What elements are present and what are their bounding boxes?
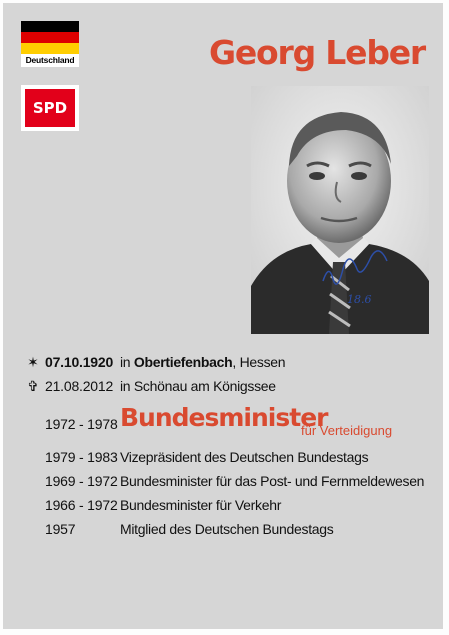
death-row — [3, 378, 443, 400]
portrait-illustration — [251, 86, 429, 334]
career-years: 1969 - 1972 — [45, 473, 118, 489]
career-subtitle: für Verteidigung — [301, 423, 393, 438]
birth-place-prefix: in — [120, 354, 131, 370]
career-years: 1979 - 1983 — [45, 449, 118, 465]
flag-stripe-black — [21, 21, 79, 32]
birth-star-icon: ✶ — [27, 354, 39, 370]
career-years: 1966 - 1972 — [45, 497, 118, 513]
death-cross-icon: ✞ — [27, 378, 39, 394]
birth-place-suffix: , Hessen — [232, 354, 286, 370]
flag-stripe-gold — [21, 43, 79, 54]
career-years: 1972 - 1978 — [45, 416, 118, 432]
birth-place-name: Obertiefenbach — [133, 354, 233, 370]
spd-logo — [21, 85, 79, 131]
career-row — [3, 449, 443, 471]
person-name: Georg Leber — [208, 33, 425, 72]
profile-card — [3, 3, 443, 629]
career-text: Bundesminister für das Post- und Fernmeldewesen — [120, 473, 425, 489]
portrait-photo — [251, 86, 429, 334]
career-text: Mitglied des Deutschen Bundestags — [120, 521, 334, 537]
career-text: Vizepräsident des Deutschen Bundestags — [120, 449, 369, 465]
germany-flag-icon — [21, 21, 79, 67]
death-place: in Schönau am Königssee — [120, 378, 276, 394]
career-row — [3, 497, 443, 519]
death-date: 21.08.2012 — [45, 378, 114, 394]
career-text: Bundesminister für Verkehr — [120, 497, 282, 513]
birth-place — [120, 354, 285, 370]
birth-date: 07.10.1920 — [45, 354, 114, 370]
signature-note: 18.6 — [347, 293, 372, 306]
career-years: 1957 — [45, 521, 76, 537]
career-title: Bundesminister — [120, 403, 328, 432]
career-row — [3, 473, 443, 495]
career-row — [3, 521, 443, 543]
party-label: SPD — [25, 89, 75, 127]
country-label: Deutschland — [25, 55, 75, 65]
birth-row — [3, 354, 443, 376]
flag-stripe-red — [21, 32, 79, 43]
